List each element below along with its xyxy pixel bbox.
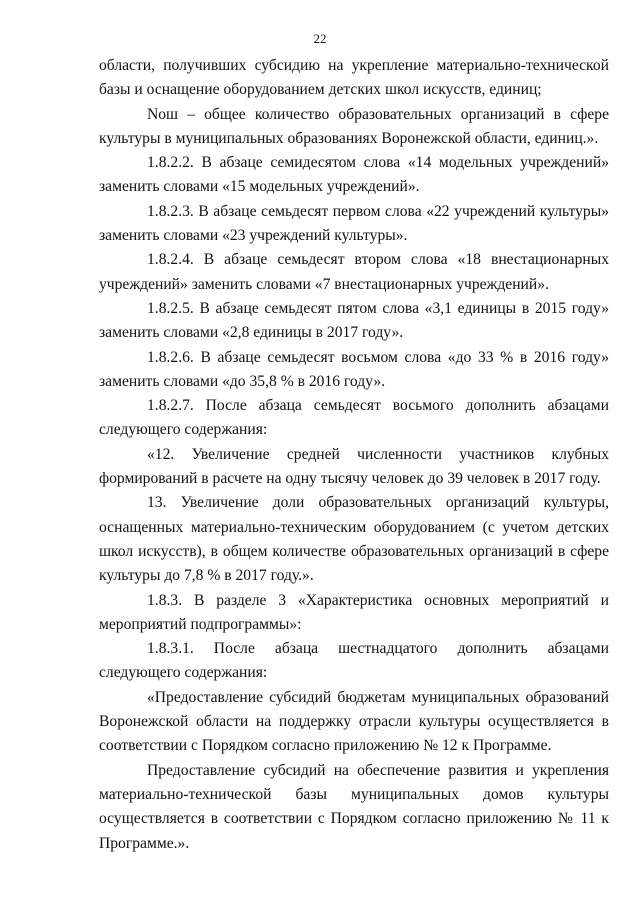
paragraph-item-13: 13. Увеличение доли образовательных организаций культуры, оснащенных материально-техническим оборудованием (с учетом детских школ искусств), в общем количестве образовательных организаций в сфере культуры до 7,8 % в 2017 году.». [99, 494, 609, 585]
paragraph-1-8-3: 1.8.3. В разделе 3 «Характеристика основных мероприятий и мероприятий подпрограммы»: [99, 591, 609, 633]
paragraph-1-8-2-7: 1.8.2.7. После абзаца семьдесят восьмого дополнить абзацами следующего содержания: [99, 397, 609, 439]
paragraph-subsidy-houses-of-culture: Предоставление субсидий на обеспечение развития и укрепления материально-технической базы муниципальных домов культуры осуществляется в соответствии с Порядком согласно приложению № 11 к Программе.». [99, 761, 609, 852]
paragraph-continuation: области, получивших субсидию на укрепление материально-технической базы и оснащение оборудованием детских школ искусств, единиц; [99, 57, 609, 99]
paragraph-1-8-3-1: 1.8.3.1. После абзаца шестнадцатого дополнить абзацами следующего содержания: [99, 640, 609, 682]
paragraph-subsidy-culture-support: «Предоставление субсидий бюджетам муниципальных образований Воронежской области на поддержку отрасли культуры осуществляется в соответствии с Порядком согласно приложению № 12 к Программе. [99, 688, 609, 755]
paragraph-1-8-2-6: 1.8.2.6. В абзаце семьдесят восьмом слова «до 33 % в 2016 году» заменить словами «до 35,8 % в 2016 году». [99, 348, 609, 390]
paragraph-nosh-definition: Nош – общее количество образовательных организаций в сфере культуры в муниципальных образованиях Воронежской области, единиц.». [99, 105, 609, 147]
paragraph-1-8-2-5: 1.8.2.5. В абзаце семьдесят пятом слова «3,1 единицы в 2015 году» заменить словами «2,8 единицы в 2017 году». [99, 299, 609, 342]
paragraph-1-8-2-2: 1.8.2.2. В абзаце семидесятом слова «14 модельных учреждений» заменить словами «15 модельных учреждений». [99, 154, 609, 196]
paragraph-item-12: «12. Увеличение средней численности участников клубных формирований в расчете на одну тысячу человек до 39 человек в 2017 году. [99, 445, 609, 488]
document-body [99, 54, 609, 856]
paragraph-1-8-2-4: 1.8.2.4. В абзаце семьдесят втором слова «18 внестационарных учреждений» заменить словами «7 внестационарных учреждений». [99, 251, 609, 293]
paragraph-1-8-2-3: 1.8.2.3. В абзаце семьдесят первом слова «22 учреждений культуры» заменить словами «23 учреждений культуры». [99, 202, 609, 245]
page-number: 22 [313, 31, 327, 46]
